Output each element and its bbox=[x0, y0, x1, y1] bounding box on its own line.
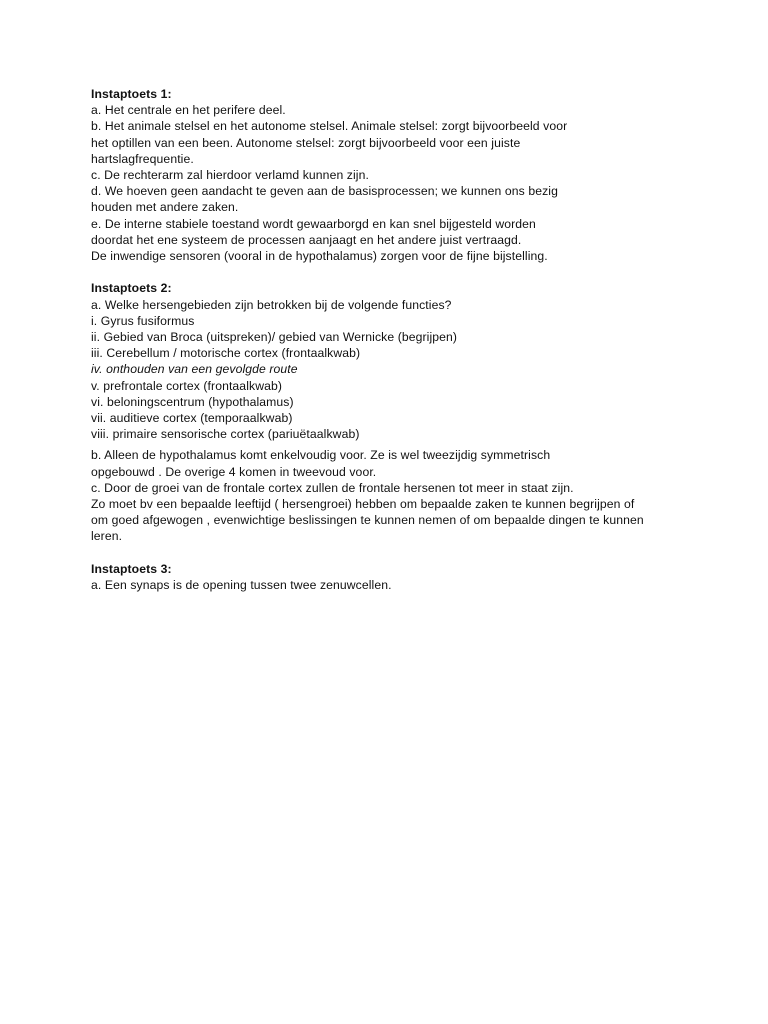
answer-line: hartslagfrequentie. bbox=[91, 151, 194, 166]
answer-line: opgebouwd . De overige 4 komen in tweevoud voor. bbox=[91, 464, 377, 479]
section-title: Instaptoets 1: bbox=[91, 87, 172, 101]
spacer bbox=[91, 545, 691, 561]
answer-line: doordat het ene systeem de processen aanjaagt en het andere juist vertraagd. bbox=[91, 232, 522, 247]
answer-line: b. Het animale stelsel en het autonome stelsel. Animale stelsel: zorgt bijvoorbeeld voor bbox=[91, 119, 568, 134]
answer-line: het optillen van een been. Autonome stelsel: zorgt bijvoorbeeld voor een juiste bbox=[91, 135, 521, 150]
section-instaptoets-2 bbox=[91, 280, 691, 544]
answer-line: om goed afgewogen , evenwichtige beslissingen te kunnen nemen of om bepaalde dingen te kunnen bbox=[91, 513, 644, 528]
answer-line: iii. Cerebellum / motorische cortex (frontaalkwab) bbox=[91, 346, 361, 361]
answer-line: Zo moet bv een bepaalde leeftijd ( hersengroei) hebben om bepaalde zaken te kunnen begrijpen of bbox=[91, 497, 635, 512]
answer-line: leren. bbox=[91, 529, 123, 544]
answer-line: viii. primaire sensorische cortex (pariuëtaalkwab) bbox=[91, 427, 360, 442]
answer-line: vi. beloningscentrum (hypothalamus) bbox=[91, 394, 294, 409]
answer-line: d. We hoeven geen aandacht te geven aan de basisprocessen; we kunnen ons bezig bbox=[91, 184, 558, 199]
answer-line: a. Een synaps is de opening tussen twee zenuwcellen. bbox=[91, 578, 392, 593]
answer-line: houden met andere zaken. bbox=[91, 200, 239, 215]
answer-line: v. prefrontale cortex (frontaalkwab) bbox=[91, 378, 283, 393]
section-instaptoets-1 bbox=[91, 86, 691, 264]
answer-line: b. Alleen de hypothalamus komt enkelvoudig voor. Ze is wel tweezijdig symmetrisch bbox=[91, 448, 551, 463]
section-instaptoets-3 bbox=[91, 561, 691, 593]
answer-line: iv. onthouden van een gevolgde route bbox=[91, 362, 298, 377]
answer-line: e. De interne stabiele toestand wordt gewaarborgd en kan snel bijgesteld worden bbox=[91, 216, 536, 231]
answer-line: a. Het centrale en het perifere deel. bbox=[91, 103, 286, 118]
answer-line: c. De rechterarm zal hierdoor verlamd kunnen zijn. bbox=[91, 168, 369, 183]
document-page bbox=[91, 86, 691, 593]
section-title: Instaptoets 2: bbox=[91, 281, 172, 296]
answer-line: De inwendige sensoren (vooral in de hypothalamus) zorgen voor de fijne bijstelling. bbox=[91, 249, 548, 264]
answer-line: i. Gyrus fusiformus bbox=[91, 313, 195, 328]
answer-line: c. Door de groei van de frontale cortex zullen de frontale hersenen tot meer in staat zijn. bbox=[91, 480, 574, 495]
answer-line: a. Welke hersengebieden zijn betrokken bij de volgende functies? bbox=[91, 297, 452, 312]
section-title: Instaptoets 3: bbox=[91, 561, 172, 576]
answer-line: ii. Gebied van Broca (uitspreken)/ gebied van Wernicke (begrijpen) bbox=[91, 330, 458, 345]
spacer bbox=[91, 264, 691, 280]
answer-line: vii. auditieve cortex (temporaalkwab) bbox=[91, 411, 293, 426]
